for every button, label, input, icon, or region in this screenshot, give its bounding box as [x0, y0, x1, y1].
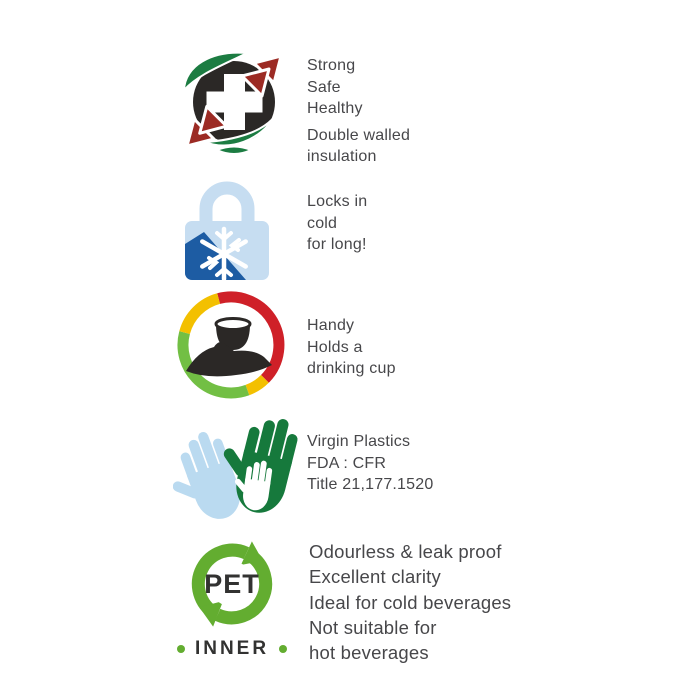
pet-badge-label: PET	[204, 569, 260, 599]
feature-line: Handy	[307, 317, 355, 334]
feature-text-pet-benefits	[309, 539, 511, 665]
feature-line: Virgin Plastics	[307, 433, 411, 450]
feature-text-locks-in-cold	[307, 191, 367, 256]
feature-line: Double walled	[307, 126, 411, 144]
feature-line: drinking cup	[307, 360, 396, 377]
pet-inner-row	[177, 638, 287, 660]
inner-badge-label: INNER	[194, 638, 270, 659]
feature-text-strong-safe-healthy	[307, 55, 410, 168]
hand-holding-cup-icon	[176, 291, 286, 399]
feature-line: Locks in	[307, 193, 368, 210]
health-cross-emblem-icon	[181, 44, 288, 158]
feature-line: Safe	[307, 78, 341, 96]
green-dot-icon	[279, 645, 287, 653]
feature-text-handy	[307, 315, 396, 380]
feature-line: Excellent clarity	[309, 566, 441, 588]
feature-line: cold	[307, 214, 338, 232]
overlapping-hands-icon	[173, 412, 305, 524]
feature-line: Title 21,177.1520	[307, 476, 434, 493]
frozen-padlock-icon	[180, 176, 274, 282]
feature-line: Strong	[307, 57, 356, 74]
green-dot-icon	[177, 645, 185, 653]
feature-line: Healthy	[307, 100, 363, 117]
feature-line: Odourless & leak proof	[309, 541, 502, 562]
pet-recycle-icon	[184, 536, 280, 636]
feature-line: FDA : CFR	[307, 454, 387, 472]
feature-line: insulation	[307, 148, 377, 165]
feature-line: Holds a	[307, 338, 363, 356]
feature-line: for long!	[307, 236, 367, 253]
feature-text-virgin-plastics	[307, 431, 433, 496]
feature-line: hot beverages	[309, 642, 429, 664]
feature-line: Not suitable for	[309, 616, 437, 638]
feature-line: Ideal for cold beverages	[309, 591, 512, 613]
